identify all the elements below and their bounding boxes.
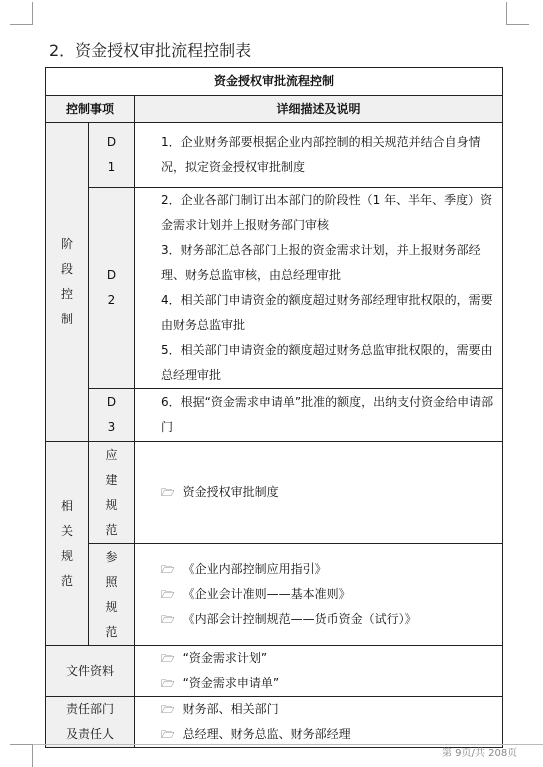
header-control-item: 控制事项 (46, 96, 135, 123)
step-item: 2．企业各部门制订出本部门的阶段性（1 年、半年、季度）资金需求计划并上报财务部门审核 (161, 193, 493, 232)
folder-icon: 🗁 (161, 613, 175, 626)
approval-control-table (45, 67, 503, 748)
step-item: 1．企业财务部要根据企业内部控制的相关规范并结合自身情况，拟定资金授权审批制度 (161, 135, 481, 174)
reference-norms-list (135, 544, 503, 646)
responsible-label: 责任部门 及责任人 (46, 697, 135, 748)
crop-mark-top-right (506, 2, 529, 25)
crop-mark-bottom-left (10, 744, 33, 767)
should-build-norms-label: 应 建 规 范 (89, 442, 135, 544)
list-item: 🗁 《企业内部控制应用指引》 (161, 557, 502, 582)
stage-d3-description (135, 389, 503, 442)
stage-d1-description (135, 123, 503, 188)
list-item: 🗁 《企业会计准则——基本准则》 (161, 582, 502, 607)
page-number: 第 9页/共 208页 (442, 748, 518, 759)
stage-code-d3: D 3 (89, 389, 135, 442)
list-item: 🗁 “资金需求申请单” (161, 671, 502, 696)
step-item: 3．财务部汇总各部门上报的资金需求计划，并上报财务部经理、财务总监审核，由总经理审批 (161, 243, 481, 282)
documents-list (135, 646, 503, 697)
list-item: 🗁 《内部会计控制规范——货币资金（试行）》 (161, 607, 502, 632)
section-heading: 2．资金授权审批流程控制表 (49, 41, 252, 60)
folder-icon: 🗁 (161, 728, 175, 741)
step-item: 6．根据“资金需求申请单”批准的额度，出纳支付资金给申请部门 (161, 395, 494, 434)
responsible-list (135, 697, 503, 748)
list-item: 🗁 总经理、财务总监、财务部经理 (161, 722, 502, 747)
crop-mark-top-left (10, 2, 33, 25)
folder-icon: 🗁 (161, 652, 175, 665)
folder-icon: 🗁 (161, 703, 175, 716)
step-item: 5．相关部门申请资金的额度超过财务总监审批权限的，需要由总经理审批 (161, 343, 493, 382)
list-item: 🗁 资金授权审批制度 (161, 480, 502, 505)
reference-norms-label: 参 照 规 范 (89, 544, 135, 646)
step-item: 4．相关部门申请资金的额度超过财务部经理审批权限的，需要由财务总监审批 (161, 293, 493, 332)
related-norms-label: 相 关 规 范 (46, 442, 89, 646)
header-description: 详细描述及说明 (135, 96, 503, 123)
stage-code-d1: D 1 (89, 123, 135, 188)
stage-control-label: 阶 段 控 制 (46, 123, 89, 442)
stage-d2-description (135, 188, 503, 389)
list-item: 🗁 “资金需求计划” (161, 646, 502, 671)
documents-label: 文件资料 (46, 646, 135, 697)
folder-icon: 🗁 (161, 563, 175, 576)
table-title: 资金授权审批流程控制 (46, 68, 503, 96)
folder-icon: 🗁 (161, 588, 175, 601)
should-build-norms-list (135, 442, 503, 544)
list-item: 🗁 财务部、相关部门 (161, 697, 502, 722)
folder-icon: 🗁 (161, 677, 175, 690)
stage-code-d2: D 2 (89, 188, 135, 389)
folder-icon: 🗁 (161, 486, 175, 499)
